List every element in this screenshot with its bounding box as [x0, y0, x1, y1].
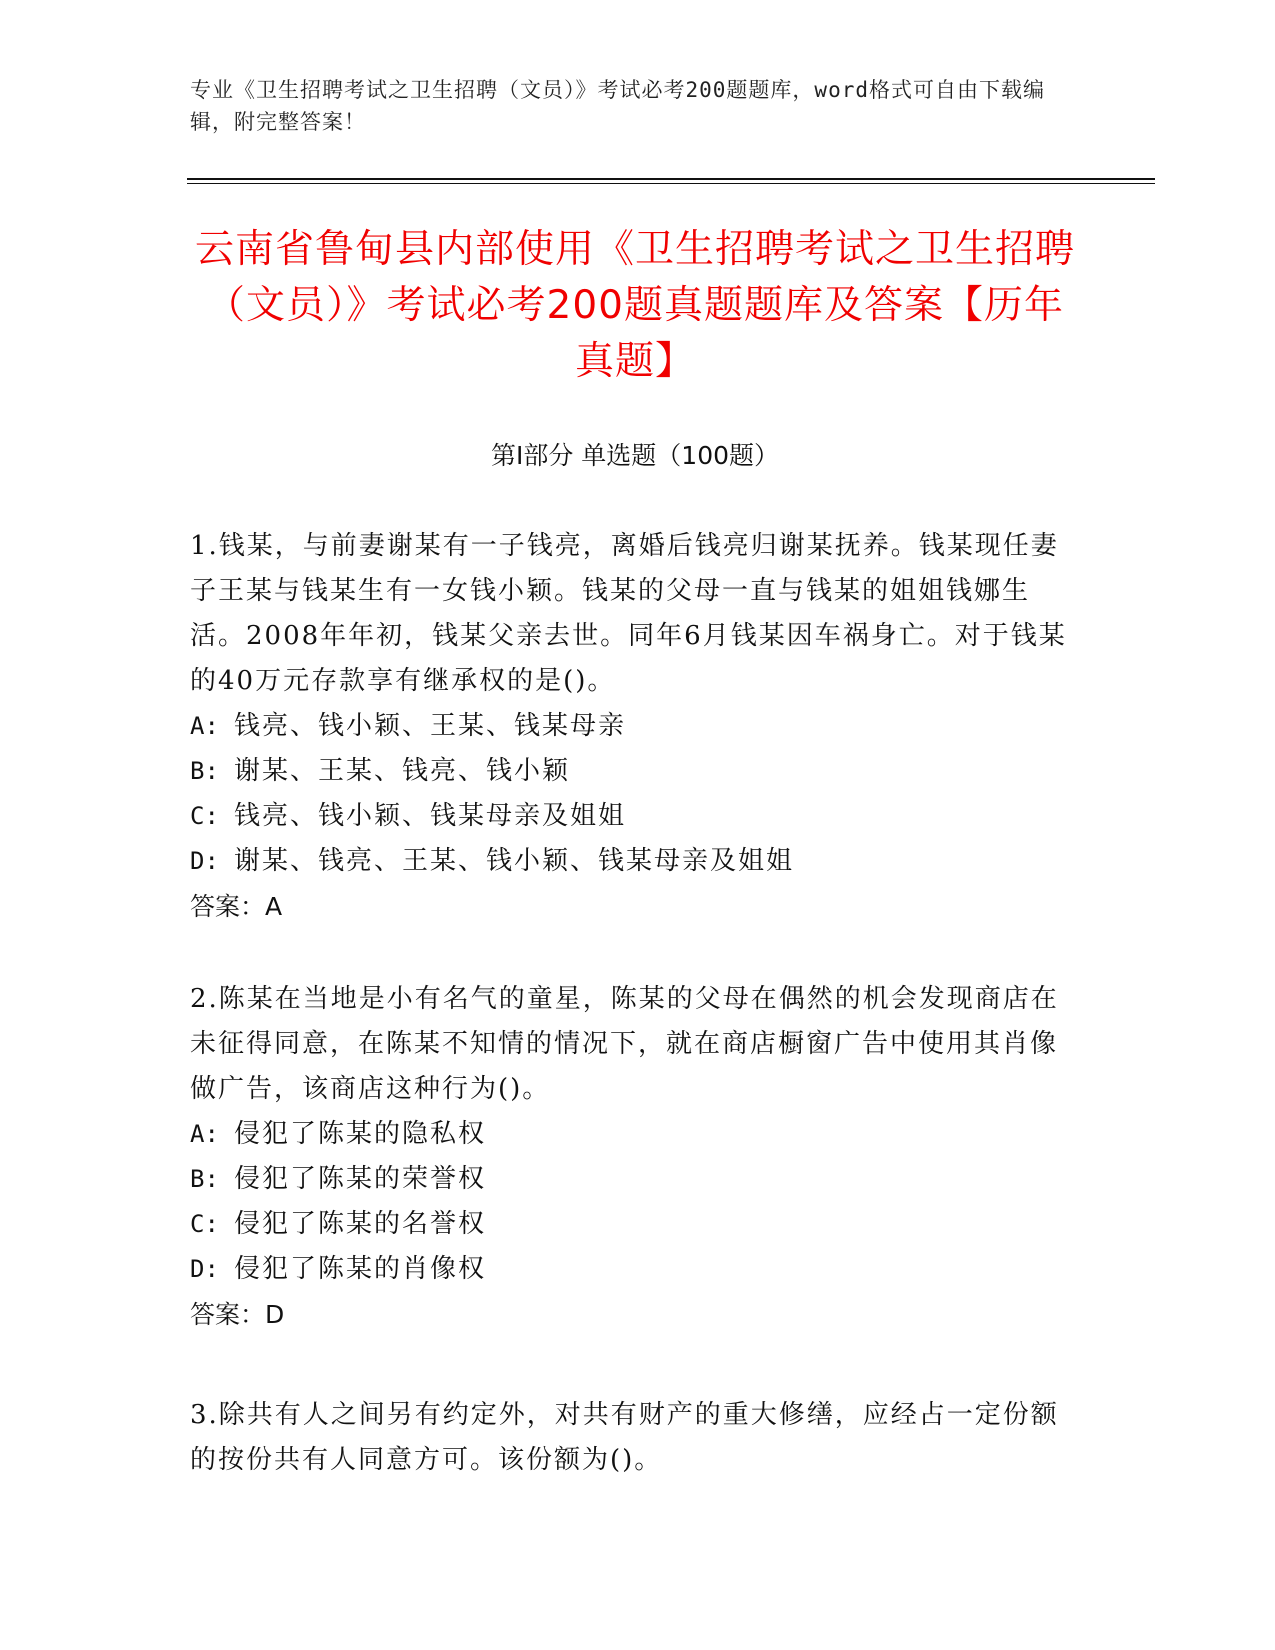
option-d	[190, 839, 1070, 884]
option-key: B:	[190, 1165, 219, 1193]
option-c	[190, 794, 1070, 839]
option-c	[190, 1202, 1070, 1247]
document-title: 云南省鲁甸县内部使用《卫生招聘考试之卫生招聘（文员）》考试必考200题真题题库及答案【历年真题】	[194, 227, 1075, 384]
header-note: 专业《卫生招聘考试之卫生招聘（文员）》考试必考200题题库，word格式可自由下载编辑，附完整答案！	[190, 78, 1045, 134]
header-divider-thin	[187, 183, 1155, 184]
question-1	[190, 524, 1070, 929]
option-b	[190, 749, 1070, 794]
option-key: B:	[190, 757, 219, 785]
option-d	[190, 1247, 1070, 1292]
option-text: 谢某、王某、钱亮、钱小颖	[234, 756, 571, 786]
option-text: 侵犯了陈某的荣誉权	[234, 1164, 487, 1194]
section-title: 第Ⅰ部分 单选题（100题）	[490, 441, 780, 470]
question-2	[190, 977, 1070, 1337]
option-key: A:	[190, 712, 219, 740]
option-text: 侵犯了陈某的肖像权	[234, 1254, 487, 1284]
option-key: D:	[190, 847, 219, 875]
option-key: D:	[190, 1255, 219, 1283]
option-text: 侵犯了陈某的名誉权	[234, 1209, 487, 1239]
option-a	[190, 704, 1070, 749]
answer-line: 答案：D	[190, 1300, 285, 1329]
option-key: A:	[190, 1120, 219, 1148]
option-text: 谢某、钱亮、王某、钱小颖、钱某母亲及姐姐	[234, 846, 795, 876]
answer-line: 答案：A	[190, 892, 283, 921]
question-stem: 2.陈某在当地是小有名气的童星，陈某的父母在偶然的机会发现商店在未征得同意，在陈某不知情的情况下，就在商店橱窗广告中使用其肖像做广告，该商店这种行为()。	[190, 984, 1059, 1104]
question-3	[190, 1393, 1070, 1483]
option-text: 钱亮、钱小颖、钱某母亲及姐姐	[234, 801, 627, 831]
option-key: C:	[190, 1210, 219, 1238]
option-a	[190, 1112, 1070, 1157]
question-stem: 1.钱某，与前妻谢某有一子钱亮，离婚后钱亮归谢某抚养。钱某现任妻子王某与钱某生有一女钱小颖。钱某的父母一直与钱某的姐姐钱娜生活。2008年年初，钱某父亲去世。同年6月钱某因车祸身亡。对于钱某的40万元存款享有继承权的是()。	[190, 531, 1067, 696]
option-text: 钱亮、钱小颖、王某、钱某母亲	[234, 711, 627, 741]
option-key: C:	[190, 802, 219, 830]
option-b	[190, 1157, 1070, 1202]
option-text: 侵犯了陈某的隐私权	[234, 1119, 487, 1149]
question-stem: 3.除共有人之间另有约定外，对共有财产的重大修缮，应经占一定份额的按份共有人同意方可。该份额为()。	[190, 1400, 1059, 1475]
header-divider-thick	[187, 178, 1155, 180]
